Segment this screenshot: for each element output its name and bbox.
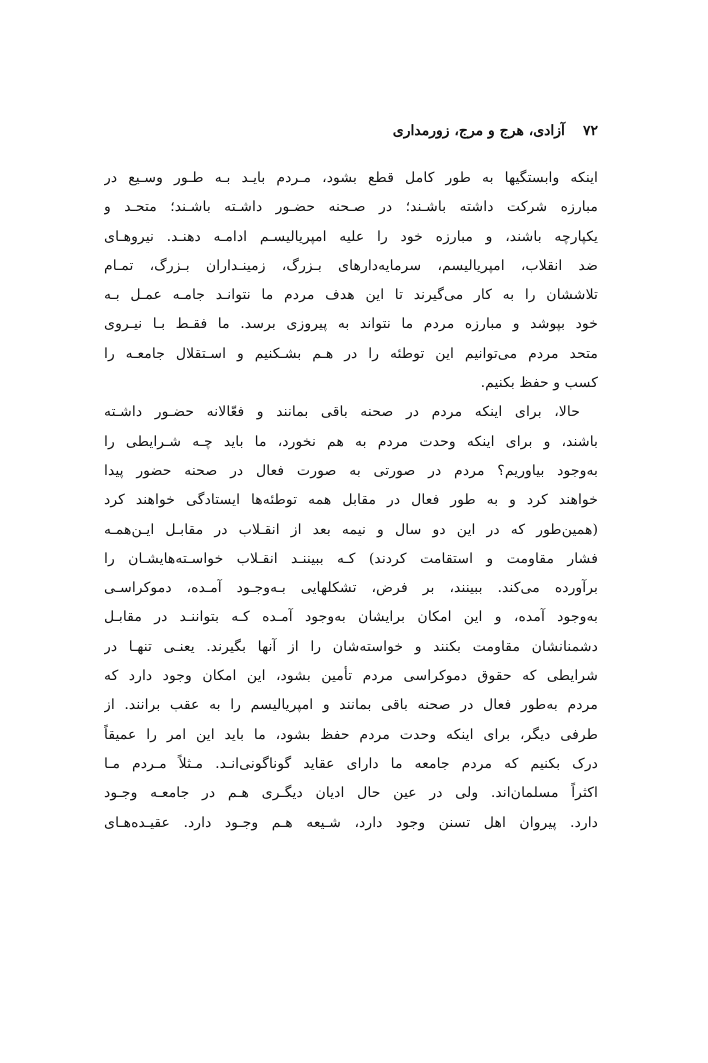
body-text — [104, 164, 598, 838]
text-line: خواهند کرد و به طور فعال در مقابل همه توطئه‌ها ایستادگی خواهند کرد — [104, 492, 598, 509]
text-line: مبارزه شرکت داشته باشـند؛ در صـحنه حضـور داشـته باشـند؛ متحـد و — [104, 199, 598, 216]
text-line: یکپارچه باشند، و مبارزه خود را علیه امپریالیسـم ادامـه دهنـد. نیروهـای — [104, 228, 598, 245]
text-line: (همین‌طور که در این دو سال و نیمه بعد از انقـلاب در مقابـل ایـن‌همـه — [104, 521, 598, 538]
paragraph-2 — [104, 398, 598, 837]
chapter-title: آزادی، هرج و مرج، زورمداری — [392, 123, 565, 139]
text-line: خود بپوشد و مبارزه مردم ما نتواند به پیروزی برسد. ما فقـط بـا نیـروی — [104, 316, 598, 333]
text-line: فشار مقاومت و استقامت کردند) کـه ببیننـد انقـلاب خواسـته‌هایشـان را — [104, 550, 598, 567]
text-line: دشمنانشان مقاومت بکنند و خواسته‌شان را از آنها بگیرند. یعنـی تنهـا در — [104, 638, 598, 655]
text-line: حالا، برای اینکه مردم در صحنه باقی بمانند و فعّالانه حضـور داشـته — [104, 404, 580, 421]
paragraph-1 — [104, 164, 598, 398]
text-line: مردم به‌طور فعال در صحنه باقی بمانند و امپریالیسم را به عقب برانند. از — [104, 697, 598, 714]
text-line: متحد مردم می‌توانیم این توطئه را در هـم بشـکنیم و اسـتقلال جامعـه را — [104, 345, 598, 362]
text-line: اینکه وابستگیها به طور کامل قطع بشود، مـردم بایـد بـه طـور وسـیع در — [104, 170, 598, 186]
text-line: دارد. پیروان اهل تسنن وجود دارد، شـیعه هـم وجـود دارد. عقیـده‌هـای — [104, 814, 598, 831]
text-line: به‌وجود آمده، و این امکان برایشان به‌وجود آمـده کـه بتواننـد در مقابـل — [104, 609, 598, 626]
book-page — [104, 0, 598, 1063]
text-line: اکثراً مسلمان‌اند. ولی در عین حال ادیان دیگـری هـم در جامعـه وجـود — [104, 785, 598, 802]
text-line: کسب و حفظ بکنیم. — [480, 375, 598, 392]
text-line: طرفی دیگر، برای اینکه وحدت مردم حفظ بشود، ما باید این امر را عمیقاً — [104, 726, 598, 743]
text-line: ضد انقلاب، امپریالیسم، سرمایه‌دارهای بـزرگ، زمینـداران بـزرگ، تمـام — [104, 257, 598, 274]
text-line: تلاششان را به کار می‌گیرند تا این هدف مردم ما نتوانـد جامـه عمـل بـه — [104, 287, 598, 304]
text-line: باشند، و برای اینکه وحدت مردم به هم نخورد، ما باید چـه شـرایطی را — [104, 433, 598, 450]
page-number: ۷۲ — [582, 123, 598, 139]
text-line: شرایطی که حقوق دموکراسی مردم تأمین بشود، این امکان وجود دارد که — [104, 668, 598, 685]
text-line: به‌وجود بیاوریم؟ مردم در صورتی به صورت فعال در صحنه حضور پیدا — [104, 462, 598, 479]
running-head — [393, 120, 598, 142]
text-line: درک بکنیم که مردم جامعه ما دارای عقاید گوناگونی‌انـد. مـثلاً مـردم مـا — [104, 755, 598, 772]
text-line: برآورده می‌کند. ببینند، بر فرض، تشکلهایی بـه‌وجـود آمـده، دموکراسـی — [104, 580, 598, 597]
